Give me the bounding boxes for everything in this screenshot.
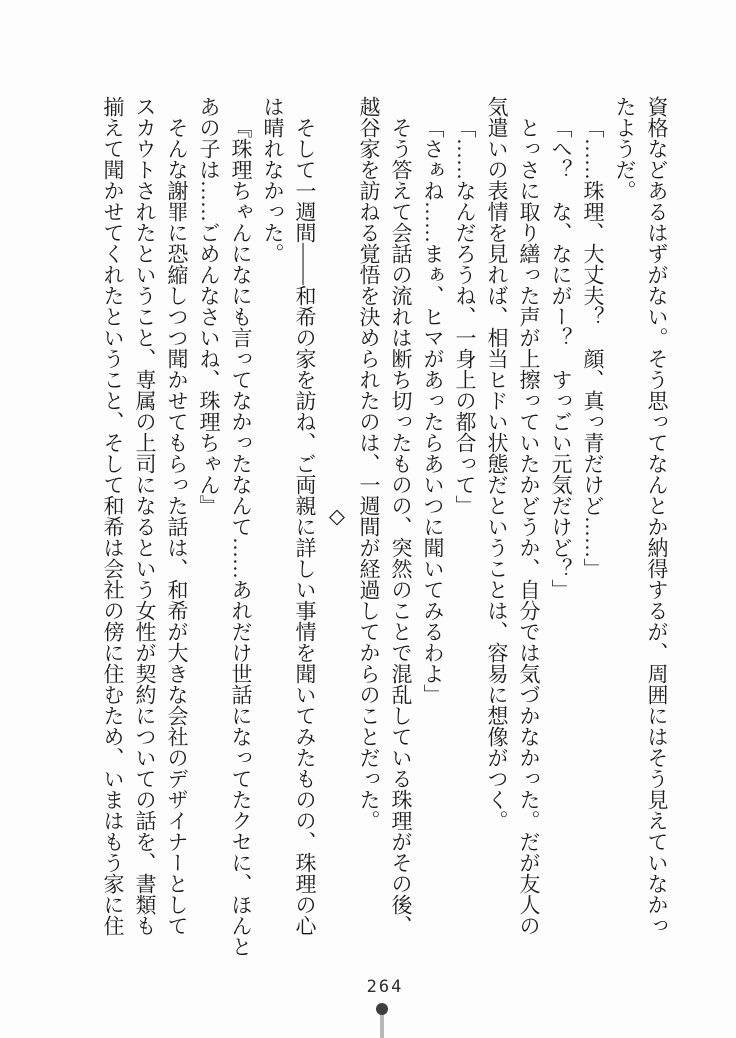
- text-column: そんな謝罪に恐縮しつつ聞かせてもらった話は、和希が大きな会社のデザイナーとして: [165, 117, 189, 936]
- text-column: たようだ。: [613, 96, 637, 201]
- page-text-block: [97, 96, 673, 957]
- text-column: 揃えて聞かせてくれたということ、そして和希は会社の傍に住むため、いまはもう家に住: [101, 96, 125, 936]
- position-pin-marker: [370, 1002, 394, 1038]
- text-column: 「へ？ な、なにがー？ すっごい元気だけど？」: [549, 117, 573, 600]
- text-column: 越谷家を訪ねる覚悟を決められたのは、一週間が経過してからのことだった。: [357, 96, 381, 831]
- text-column: は晴れなかった。: [261, 96, 285, 264]
- section-divider: ◇: [325, 504, 349, 528]
- text-column: 資格などあるはずがない。そう思ってなんとか納得するが、周囲にはそう見えていなかっ: [645, 96, 669, 936]
- text-column: 『珠理ちゃんになにも言ってなかったなんて……あれだけ世話になってたクセに、ほんと: [229, 117, 253, 957]
- text-column: そして一週間――和希の家を訪ね、ご両親に詳しい事情を聞いてみたものの、珠理の心: [293, 117, 317, 936]
- text-column: とっさに取り繕った声が上擦っていたかどうか、自分では気づかなかった。だが友人の: [517, 117, 541, 936]
- text-column: 「……なんだろうね、一身上の都合って」: [453, 117, 477, 516]
- text-column: あの子は……ごめんなさいね、珠理ちゃん』: [197, 96, 221, 516]
- page-number: 264: [366, 977, 404, 997]
- text-column: そう答えて会話の流れは断ち切ったものの、突然のことで混乱している珠理がその後、: [389, 117, 413, 936]
- pin-stem: [380, 1012, 384, 1038]
- text-column: 「……珠理、大丈夫？ 顔、真っ青だけど……」: [581, 117, 605, 579]
- text-column: 気遣いの表情を見れば、相当ヒドい状態だということは、容易に想像がつく。: [485, 96, 509, 831]
- text-column: スカウトされたということ、専属の上司になるという女性が契約についての話を、書類も: [133, 96, 157, 936]
- pin-dot-icon: [376, 1003, 388, 1015]
- text-column: 「さぁね……まぁ、ヒマがあったらあいつに聞いてみるわよ」: [421, 117, 445, 705]
